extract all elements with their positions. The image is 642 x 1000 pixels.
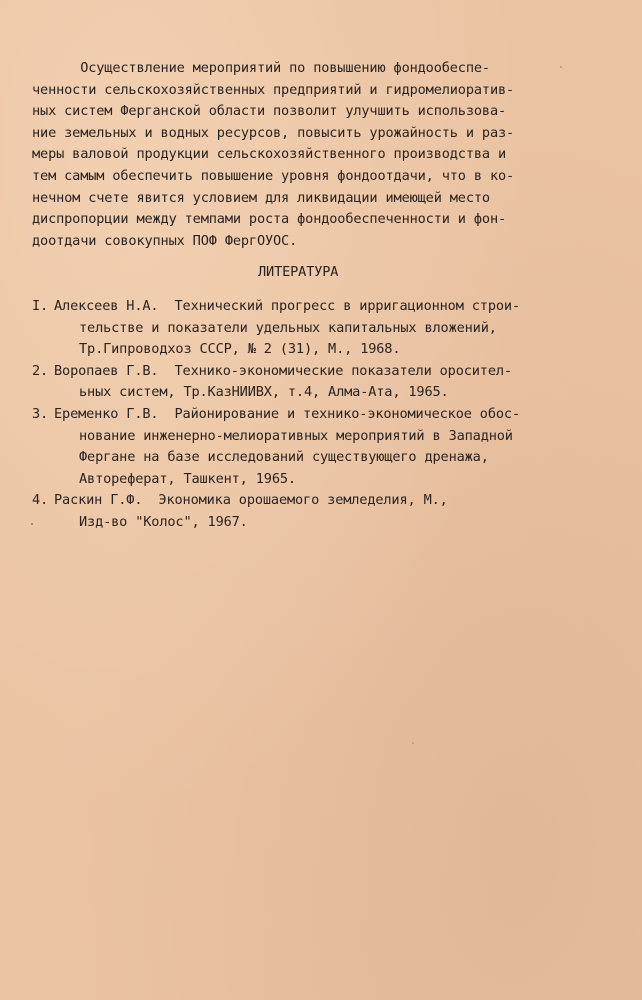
reference-item bbox=[32, 361, 622, 404]
paragraph-line: ние земельных и водных ресурсов, повысить урожайность и раз- bbox=[32, 124, 515, 141]
paragraph-line: доотдачи совокупных ПОФ ФергОУОС. bbox=[32, 232, 298, 249]
reference-item bbox=[32, 296, 622, 361]
reference-number: 3. bbox=[32, 405, 49, 422]
paragraph-line: тем самым обеспечить повышение уровня фондоотдачи, что в ко- bbox=[32, 167, 515, 184]
reference-number: 2. bbox=[32, 362, 49, 379]
reference-continuation: ьных систем, Тр.КазНИИВХ, т.4, Алма-Ата, 1965. bbox=[79, 384, 449, 401]
paper-speck bbox=[412, 742, 414, 744]
body-paragraph bbox=[32, 58, 612, 252]
reference-continuation: тельстве и показатели удельных капитальных вложений, bbox=[79, 319, 497, 336]
literature-heading: ЛИТЕРАТУРА bbox=[258, 264, 339, 280]
reference-list bbox=[32, 296, 622, 534]
reference-item bbox=[32, 490, 622, 533]
paragraph-line: меры валовой продукции сельскохозяйственного производства и bbox=[32, 146, 507, 163]
reference-number: I. bbox=[32, 298, 49, 314]
reference-continuation: Изд-во "Колос", 1967. bbox=[79, 513, 248, 530]
paragraph-line: диспропорции между темпами роста фондообеспеченности и фон- bbox=[32, 211, 507, 228]
paragraph-line: ных систем Ферганской области позволит улучшить использова- bbox=[32, 103, 507, 120]
paragraph-line: нечном счете явится условием для ликвидации имеющей место bbox=[32, 189, 490, 206]
reference-first-line: Алексеев Н.А. Технический прогресс в ирригационном строи- bbox=[54, 298, 520, 314]
reference-continuation: Автореферат, Ташкент, 1965. bbox=[79, 470, 296, 487]
reference-first-line: Еременко Г.В. Районирование и технико-экономическое обос- bbox=[54, 405, 520, 422]
reference-number: 4. bbox=[32, 492, 49, 509]
paragraph-line: ченности сельскохозяйственных предприятий и гидромелиоратив- bbox=[32, 81, 515, 98]
reference-item bbox=[32, 404, 622, 490]
reference-continuation: нование инженерно-мелиоративных мероприятий в Западной bbox=[79, 427, 513, 444]
reference-first-line: Воропаев Г.В. Технико-экономические показатели оросител- bbox=[54, 362, 512, 379]
reference-first-line: Раскин Г.Ф. Экономика орошаемого земледелия, М., bbox=[54, 492, 448, 509]
paragraph-line: Осуществление мероприятий по повышению фондообеспе- bbox=[32, 60, 490, 76]
reference-continuation: Тр.Гипроводхоз СССР, № 2 (31), М., 1968. bbox=[79, 341, 401, 358]
paper-speck bbox=[31, 523, 33, 525]
paper-speck bbox=[560, 66, 562, 68]
reference-continuation: Фергане на базе исследований существующего дренажа, bbox=[79, 449, 489, 466]
